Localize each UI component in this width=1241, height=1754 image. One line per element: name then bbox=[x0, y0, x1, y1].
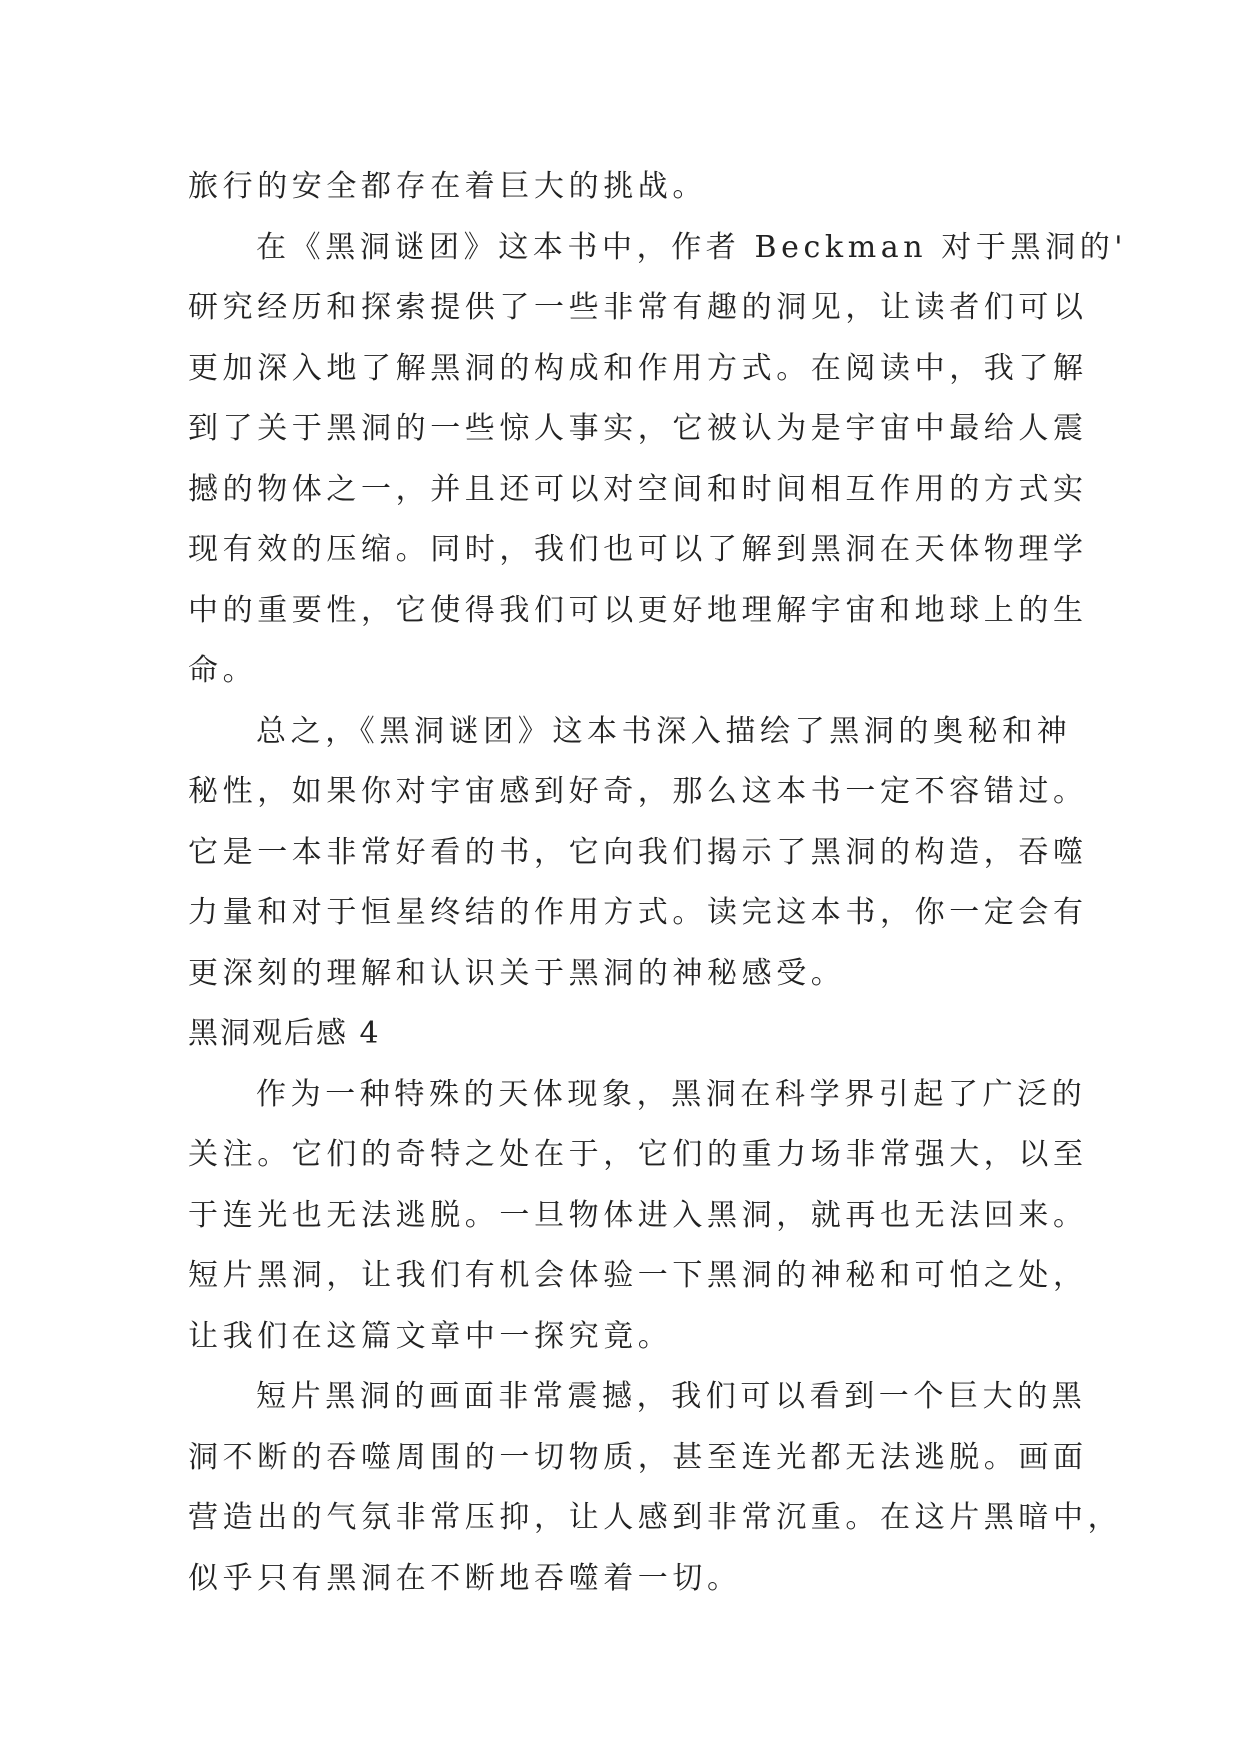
text-line: 命。 bbox=[188, 653, 258, 688]
text-line: 似乎只有黑洞在不断地吞噬着一切。 bbox=[188, 1560, 742, 1596]
text-line: 更深刻的理解和认识关于黑洞的神秘感受。 bbox=[188, 955, 846, 991]
paragraph-first-line: 在《黑洞谜团》这本书中，作者 Beckman 对于黑洞的' bbox=[256, 229, 1128, 265]
text-line: 它是一本非常好看的书，它向我们揭示了黑洞的构造，吞噬 bbox=[188, 834, 1088, 870]
paragraph-first-line: 总之，《黑洞谜团》这本书深入描绘了黑洞的奥秘和神 bbox=[256, 713, 1072, 749]
text-line: 关注。它们的奇特之处在于，它们的重力场非常强大，以至 bbox=[188, 1137, 1088, 1172]
text-line: 现有效的压缩。同时，我们也可以了解到黑洞在天体物理学 bbox=[188, 532, 1088, 567]
text-line: 力量和对于恒星终结的作用方式。读完这本书，你一定会有 bbox=[188, 895, 1088, 930]
text-line: 撼的物体之一，并且还可以对空间和时间相互作用的方式实 bbox=[188, 471, 1088, 507]
text-line: 让我们在这篇文章中一探究竟。 bbox=[188, 1318, 673, 1354]
text-line: 秘性，如果你对宇宙感到好奇，那么这本书一定不容错过。 bbox=[188, 774, 1088, 809]
paragraph-first-line: 短片黑洞的画面非常震撼，我们可以看到一个巨大的黑 bbox=[256, 1379, 1087, 1414]
text-line: 中的重要性，它使得我们可以更好地理解宇宙和地球上的生 bbox=[188, 592, 1088, 628]
text-line: 研究经历和探索提供了一些非常有趣的洞见，让读者们可以 bbox=[188, 290, 1088, 325]
text-line: 营造出的气氛非常压抑，让人感到非常沉重。在这片黑暗中， bbox=[188, 1500, 1123, 1535]
document-body bbox=[188, 157, 1128, 1609]
text-line: 洞不断的吞噬周围的一切物质，甚至连光都无法逃脱。画面 bbox=[188, 1439, 1088, 1475]
text-line: 更加深入地了解黑洞的构成和作用方式。在阅读中，我了解 bbox=[188, 350, 1088, 386]
paragraph-first-line: 作为一种特殊的天体现象，黑洞在科学界引起了广泛的 bbox=[256, 1076, 1087, 1112]
text-line: 旅行的安全都存在着巨大的挑战。 bbox=[188, 169, 707, 204]
text-line: 于连光也无法逃脱。一旦物体进入黑洞，就再也无法回来。 bbox=[188, 1197, 1088, 1233]
section-heading: 黑洞观后感 4 bbox=[188, 1016, 381, 1051]
text-line: 短片黑洞，让我们有机会体验一下黑洞的神秘和可怕之处， bbox=[188, 1258, 1088, 1293]
text-line: 到了关于黑洞的一些惊人事实，它被认为是宇宙中最给人震 bbox=[188, 411, 1088, 446]
